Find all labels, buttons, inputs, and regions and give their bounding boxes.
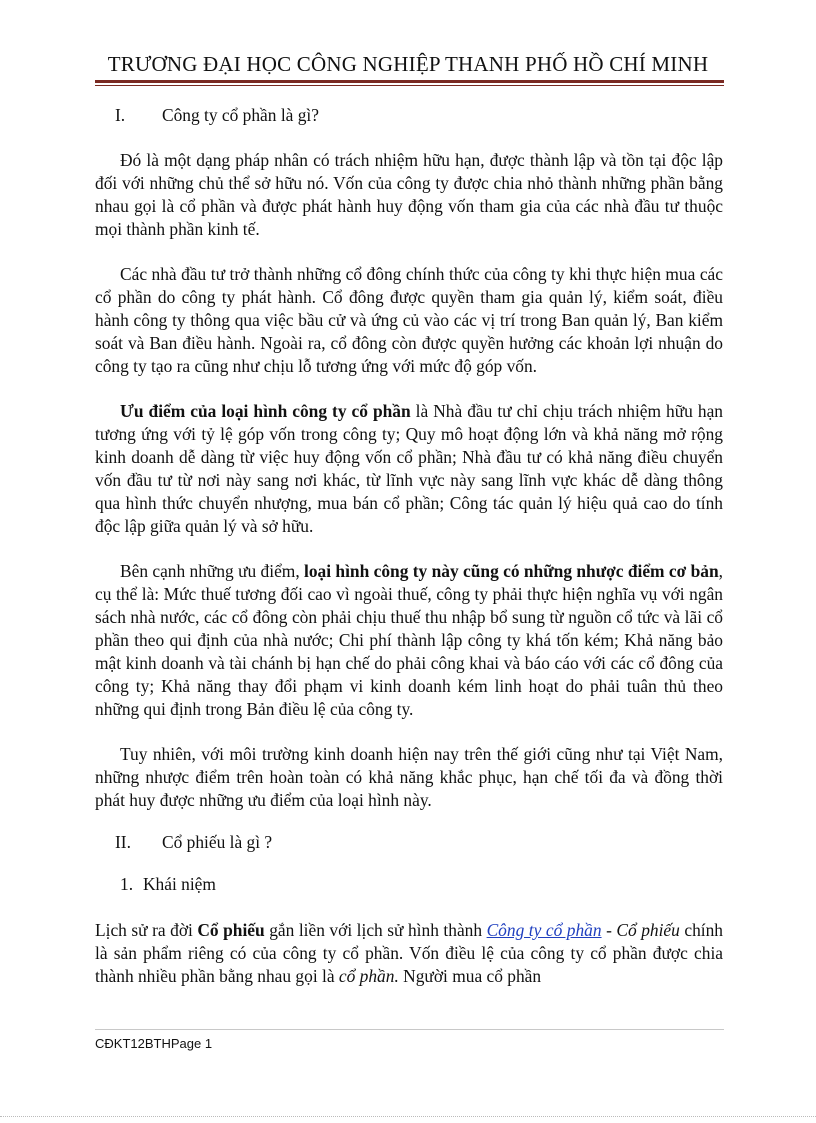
page-header-title: TRƯƠNG ĐẠI HỌC CÔNG NGHIỆP THANH PHỐ HỒ CHÍ MINH	[107, 52, 709, 76]
advantages-bold-phrase: Ưu điểm của loại hình công ty cổ phần	[120, 401, 411, 421]
section-2-paragraph-1	[95, 919, 723, 988]
subsection-1-title: Khái niệm	[143, 874, 216, 894]
header-rule-thin	[95, 85, 724, 86]
section-2-number: II.	[115, 832, 131, 852]
section-1-paragraph-4	[95, 560, 723, 721]
page-bottom-edge	[0, 1116, 816, 1117]
section-1-title: Công ty cổ phần là gì?	[162, 105, 319, 125]
footer-rule	[95, 1029, 724, 1030]
co-phieu-bold: Cổ phiếu	[197, 920, 265, 940]
co-phieu-italic: Cổ phiếu	[616, 920, 680, 940]
section-2-heading	[95, 831, 723, 854]
history-dash: -	[601, 920, 617, 940]
header-rule-thick	[95, 80, 724, 83]
history-text-d: chính là sản phẩm riêng có của công ty cổ phần. Vốn điều lệ của công ty cổ phần được chia thành nhiều phần bằng nhau gọi là	[95, 920, 723, 986]
section-1-paragraph-2: Các nhà đầu tư trở thành những cổ đông chính thức của công ty khi thực hiện mua các cổ phần do công ty phát hành. Cổ đông được quyền tham gia quản lý, kiểm soát, điều hành công ty thông qua việc bầu cử và ứng củ vào các vị trí trong Ban quản lý, Ban kiểm soát và Ban điều hành. Ngoài ra, cổ đông còn được quyền hưởng các khoản lợi nhuận do công ty tạo ra cũng như chịu lỗ tương ứng với mức độ góp vốn.	[95, 264, 723, 376]
subsection-1-heading	[95, 873, 723, 896]
history-text-e: Người mua cổ phần	[398, 966, 542, 986]
section-1-paragraph-1: Đó là một dạng pháp nhân có trách nhiệm hữu hạn, được thành lập và tồn tại độc lập đối với những chủ thể sở hữu nó. Vốn của công ty được chia nhỏ thành những phần bằng nhau gọi là cổ phần và được phát hành huy động vốn tham gia của các nhà đầu tư thuộc mọi thành phần kinh tế.	[95, 150, 723, 239]
disadvantages-intro: Bên cạnh những ưu điểm,	[120, 561, 305, 581]
page-footer: CĐKT12BTHPage 1	[95, 1036, 213, 1051]
section-1-number: I.	[115, 105, 126, 125]
subsection-1-number: 1.	[120, 874, 134, 894]
disadvantages-text: , cụ thể là: Mức thuế tương đối cao vì ngoài thuế, công ty phải thực hiện nghĩa vụ với ngân sách nhà nước, các cổ đông còn phải chịu thuế thu nhập bổ sung từ nguồn cổ tức và lãi cổ phần theo qui định của nhà nước; Chi phí thành lập công ty khá tốn kém; Khả năng bảo mật kinh doanh và tài chánh bị hạn chế do phải công khai và báo cáo với các cổ đông của công ty; Khả năng thay đổi phạm vi kinh doanh kém linh hoạt do phải tuân thủ theo những qui định trong Bản điều lệ của công ty.	[95, 561, 723, 719]
section-1-paragraph-5: Tuy nhiên, với môi trường kinh doanh hiện nay trên thế giới cũng như tại Việt Nam, những nhược điểm trên hoàn toàn có khả năng khắc phục, hạn chế tối đa và đồng thời phát huy được những ưu điểm của loại hình này.	[95, 744, 723, 810]
advantages-text: là Nhà đầu tư chỉ chịu trách nhiệm hữu hạn tương ứng với tỷ lệ góp vốn trong công ty; Quy mô hoạt động lớn và khả năng mở rộng kinh doanh dễ dàng từ việc huy động vốn cổ phần; Nhà đầu tư có khả năng điều chuyển vốn đầu tư từ nơi này sang nơi khác, từ lĩnh vực này sang lĩnh vực khác dễ dàng thông qua hình thức chuyển nhượng, mua bán cổ phần; Công tác quản lý hiệu quả cao do tính độc lập giữa quản lý và sở hữu.	[95, 401, 723, 536]
cong-ty-co-phan-link[interactable]: Công ty cổ phần	[486, 920, 602, 940]
disadvantages-bold-phrase: loại hình công ty này cũng có những nhược điểm cơ bản	[304, 561, 719, 581]
document-body	[95, 104, 723, 988]
history-text-b: gắn liền với lịch sử hình thành	[264, 920, 487, 940]
section-1-paragraph-3	[95, 400, 723, 538]
section-1-heading	[95, 104, 723, 127]
history-text-a: Lịch sử ra đời	[95, 920, 198, 940]
co-phan-italic: cổ phần.	[338, 966, 399, 986]
section-2-title: Cổ phiếu là gì ?	[162, 832, 273, 852]
